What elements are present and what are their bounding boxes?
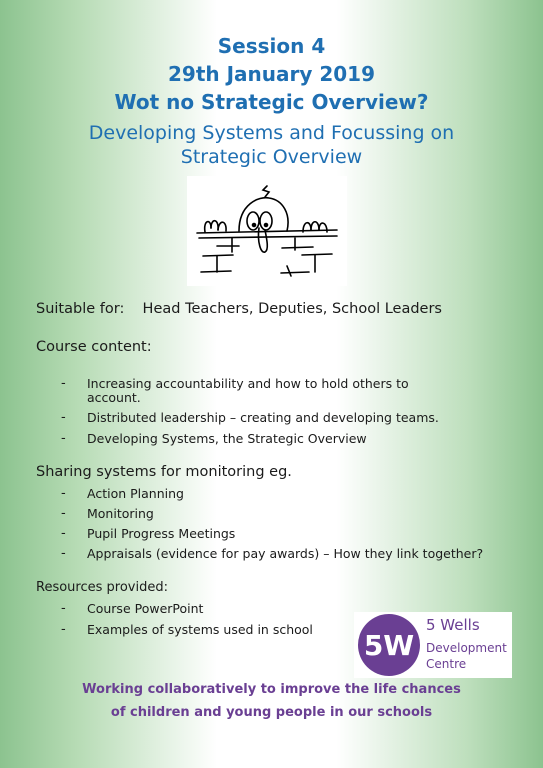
course-item-1-line-2: account. bbox=[87, 390, 141, 405]
course-item-2: Distributed leadership – creating and developing teams. bbox=[87, 410, 439, 425]
course-content-heading: Course content: bbox=[36, 339, 152, 355]
sharing-item-1: Action Planning bbox=[87, 486, 184, 501]
suitable-for-label: Suitable for: bbox=[36, 301, 125, 317]
course-item-3: Developing Systems, the Strategic Overview bbox=[87, 431, 367, 446]
resources-heading: Resources provided: bbox=[36, 580, 168, 595]
bullet-dash: - bbox=[61, 622, 66, 637]
sharing-item-3: Pupil Progress Meetings bbox=[87, 526, 236, 541]
subtitle-line-1: Developing Systems and Focussing on bbox=[88, 122, 455, 144]
logo-name: 5 Wells bbox=[426, 616, 480, 634]
subtitle-line-2: Strategic Overview bbox=[180, 146, 363, 168]
five-wells-logo bbox=[354, 612, 512, 678]
bullet-dash: - bbox=[61, 526, 66, 541]
bullet-dash: - bbox=[61, 486, 66, 501]
resource-item-2: Examples of systems used in school bbox=[87, 622, 313, 637]
session-heading: Session 4 bbox=[217, 34, 326, 58]
title-heading: Wot no Strategic Overview? bbox=[114, 90, 429, 114]
suitable-for-row bbox=[36, 301, 442, 317]
wall-cartoon-illustration bbox=[187, 176, 347, 286]
bullet-dash: - bbox=[61, 410, 66, 425]
sharing-item-4: Appraisals (evidence for pay awards) – How they link together? bbox=[87, 546, 484, 561]
bullet-dash: - bbox=[61, 546, 66, 561]
bullet-dash: - bbox=[61, 601, 66, 616]
suitable-for-audience: Head Teachers, Deputies, School Leaders bbox=[142, 301, 442, 317]
sharing-systems-heading: Sharing systems for monitoring eg. bbox=[36, 464, 292, 480]
bullet-dash: - bbox=[61, 506, 66, 521]
bullet-dash: - bbox=[61, 376, 66, 391]
sharing-item-2: Monitoring bbox=[87, 506, 154, 521]
bullet-dash: - bbox=[61, 431, 66, 446]
logo-mark: 5W bbox=[363, 629, 415, 662]
logo-line-2: Development bbox=[426, 641, 507, 655]
date-heading: 29th January 2019 bbox=[167, 62, 376, 86]
footer-line-1: Working collaboratively to improve the life chances bbox=[82, 682, 461, 697]
resource-item-1: Course PowerPoint bbox=[87, 601, 204, 616]
footer-line-2: of children and young people in our schools bbox=[110, 705, 433, 720]
logo-line-3: Centre bbox=[426, 657, 467, 671]
course-item-1-line-1: Increasing accountability and how to hold others to bbox=[87, 376, 409, 391]
